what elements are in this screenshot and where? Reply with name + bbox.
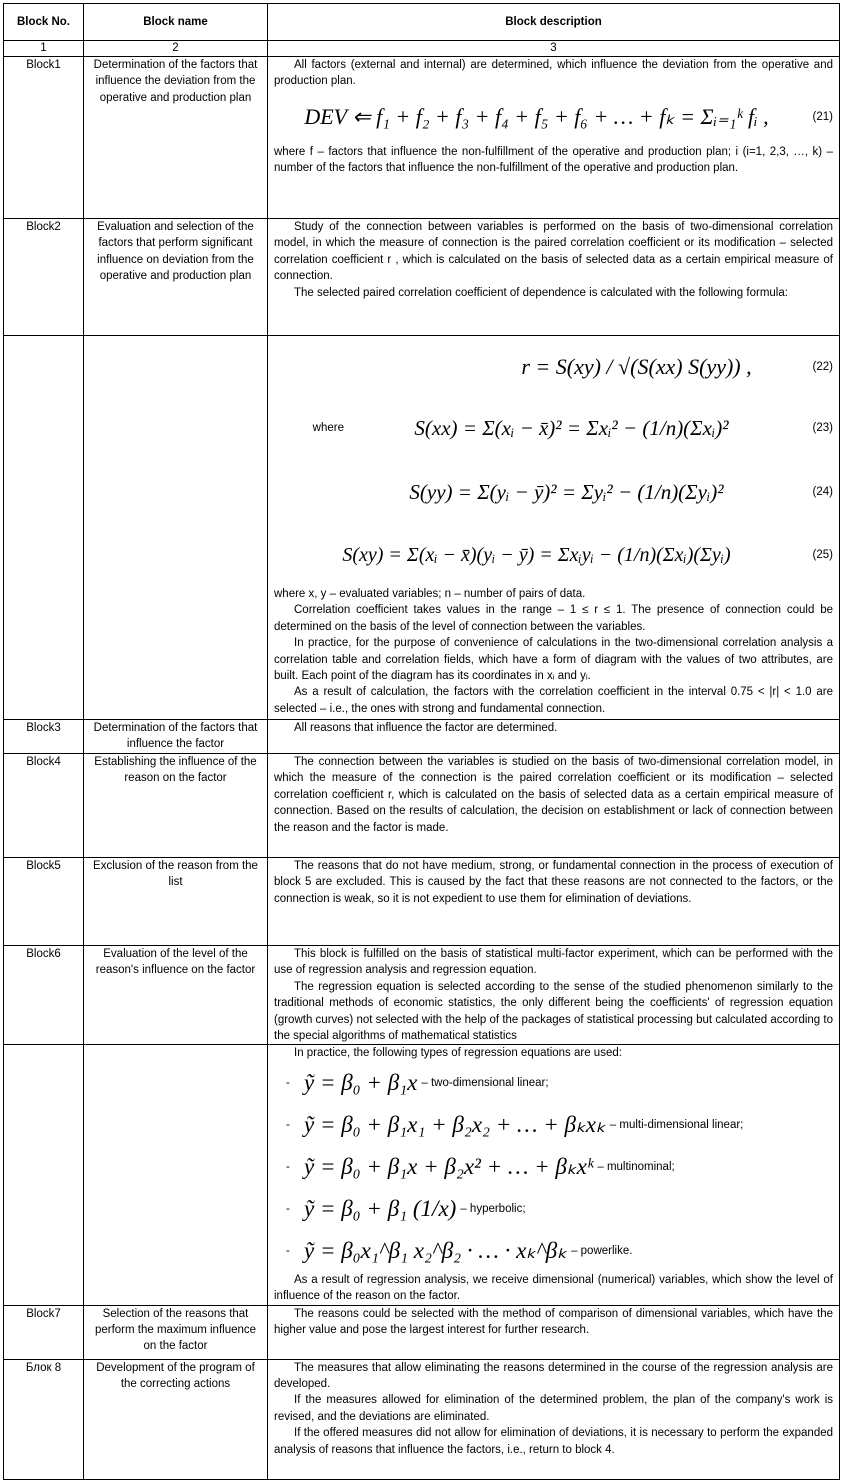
block-description	[268, 720, 840, 754]
block-name: Development of the program of the correcting actions	[84, 1359, 268, 1479]
block-description	[268, 336, 840, 720]
description-text: In practice, for the purpose of convenience of calculations in the two-dimensional correlation analysis a correlation table and correlation fields, which have a form of diagram with the values of two attributes, are built. Each point of the diagram has its coordinates in xᵢ and yᵢ.	[274, 637, 833, 683]
column-number: 1	[4, 41, 84, 57]
formula-21: DEV ⇐ f₁ + f₂ + f₃ + f₄ + f₅ + f₆ + … + fₖ = Σᵢ₌₁ᵏ fᵢ ,	[304, 103, 769, 129]
block-name: Determination of the factors that influence the factor	[84, 720, 268, 754]
regression-formula: ỹ = β₀ + β₁x + β₂x² + … + βₖxᵏ	[304, 1153, 594, 1179]
block-number: Block4	[4, 754, 84, 858]
description-text: In practice, the following types of regression equations are used:	[294, 1047, 622, 1060]
description-text: Study of the connection between variables is performed on the basis of two-dimensional correlation model, in which the measure of connection is the paired correlation coefficient or its modification – selected correlation coefficient r , which is calculated on the basis of selected data as a certain empirical measure of connection.	[274, 221, 833, 283]
regression-formula: ỹ = β₀ + β₁x	[304, 1069, 418, 1095]
formula-number: (22)	[812, 360, 833, 373]
formula-number: (23)	[812, 421, 833, 434]
table-row-block1	[4, 57, 840, 219]
list-dash: -	[286, 1160, 290, 1173]
description-text: If the measures allowed for elimination of the determined problem, the plan of the company's work is revised, and the deviations are eliminated.	[274, 1394, 833, 1423]
regression-equation-item	[274, 1188, 833, 1230]
block-number: Block6	[4, 946, 84, 1045]
list-dash: -	[286, 1118, 290, 1131]
regression-equation-item	[274, 1230, 833, 1272]
list-dash: -	[286, 1244, 290, 1257]
list-dash: -	[286, 1202, 290, 1215]
regression-type: – multinominal;	[597, 1160, 675, 1173]
empty-cell	[84, 336, 268, 720]
formula-number: (24)	[812, 485, 833, 498]
header-block-name: Block name	[84, 4, 268, 41]
block-name: Selection of the reasons that perform the maximum influence on the factor	[84, 1305, 268, 1359]
block-description	[268, 1359, 840, 1479]
description-text: where f – factors that influence the non-fulfillment of the operative and production plan; i (i=1, 2,3, …, k) – number of the factors that influence the non-fulfillment of the operative and production plan.	[274, 145, 833, 175]
description-text: All factors (external and internal) are determined, which influence the deviation from the operative and production plan.	[274, 59, 833, 88]
empty-cell	[4, 336, 84, 720]
description-text: Correlation coefficient takes values in the range – 1 ≤ r ≤ 1. The presence of connection could be determined on the basis of the level of connection between the variables.	[274, 604, 833, 633]
list-dash: -	[286, 1076, 290, 1089]
block-description	[268, 1045, 840, 1305]
column-number-row	[4, 41, 840, 57]
table-row-block8	[4, 1359, 840, 1479]
block-number: Block5	[4, 858, 84, 946]
where-label: where	[312, 421, 344, 434]
description-text: The selected paired correlation coefficient of dependence is calculated with the following formula:	[294, 286, 788, 299]
description-text: The regression equation is selected according to the sense of the studied phenomenon similarly to the traditional methods of economic statistics, the only different being the coefficients' of regression equation (growth curves) not selected with the help of the packages of statistical processing but calculated according to the special algorithms of mathematical statistics	[274, 980, 833, 1043]
block-description	[268, 57, 840, 219]
blocks-table	[3, 3, 840, 1480]
regression-equation-item	[274, 1104, 833, 1146]
description-text: As a result of regression analysis, we receive dimensional (numerical) variables, which show the level of influence of the reason on the factor.	[274, 1273, 833, 1303]
description-text: The connection between the variables is studied on the basis of two-dimensional correlation model, in which the measure of the connection is the paired correlation coefficient or its modification – selected correlation coefficient r, which is calculated on the basis of selected data as a certain empirical measure of connection. Based on the results of calculation, the decision on establishment or lack of connection between the reason and the factor is made.	[274, 756, 833, 834]
regression-formula: ỹ = β₀x₁^β₁ x₂^β₂ · … · xₖ^βₖ	[304, 1237, 568, 1263]
table-row-block2-continued	[4, 336, 840, 720]
column-number: 3	[268, 41, 840, 57]
regression-type: – two-dimensional linear;	[421, 1076, 549, 1089]
block-description	[268, 219, 840, 336]
regression-formula: ỹ = β₀ + β₁ (1/x)	[304, 1195, 457, 1221]
empty-cell	[4, 1045, 84, 1305]
block-name: Exclusion of the reason from the list	[84, 858, 268, 946]
block-number: Block7	[4, 1305, 84, 1359]
block-name: Determination of the factors that influence the deviation from the operative and production plan	[84, 57, 268, 219]
regression-type: – multi-dimensional linear;	[609, 1118, 744, 1131]
block-number: Block3	[4, 720, 84, 754]
block-description	[268, 1305, 840, 1359]
table-row-block6	[4, 946, 840, 1045]
block-number: Block1	[4, 57, 84, 219]
regression-equation-item	[274, 1146, 833, 1188]
header-block-no: Block No.	[4, 4, 84, 41]
table-row-block6-continued	[4, 1045, 840, 1305]
regression-equation-item	[274, 1062, 833, 1104]
formula-23: S(xx) = Σ(xᵢ − x̄)² = Σxᵢ² − (1/n)(Σxᵢ)²	[414, 416, 729, 440]
regression-type: – hyperbolic;	[460, 1202, 526, 1215]
empty-cell	[84, 1045, 268, 1305]
regression-type: – powerlike.	[571, 1244, 633, 1257]
description-text: The measures that allow eliminating the reasons determined in the course of the regression analysis are developed.	[274, 1361, 833, 1391]
table-row-block4	[4, 754, 840, 858]
block-description	[268, 858, 840, 946]
column-number: 2	[84, 41, 268, 57]
description-text: All reasons that influence the factor are determined.	[294, 722, 558, 734]
formula-25: S(xy) = Σ(xᵢ − x̄)(yᵢ − ȳ) = Σxᵢyᵢ − (1/n)(Σxᵢ)(Σyᵢ)	[342, 544, 731, 566]
description-text: As a result of calculation, the factors with the correlation coefficient in the interval 0.75 < |r| < 1.0 are selected – i.e., the ones with strong and fundamental connection.	[274, 686, 833, 715]
block-number: Блок 8	[4, 1359, 84, 1479]
block-name: Evaluation and selection of the factors that perform significant influence on deviation from the operative and production plan	[84, 219, 268, 336]
block-name: Establishing the influence of the reason on the factor	[84, 754, 268, 858]
description-text: If the offered measures did not allow for elimination of deviations, it is necessary to perform the expanded analysis of reasons that influence the factors, i.e., return to block 4.	[274, 1427, 833, 1456]
formula-22: r = S(xy) / √(S(xx) S(yy)) ,	[521, 354, 752, 379]
formula-number: (25)	[812, 548, 833, 561]
block-description	[268, 946, 840, 1045]
description-text: This block is fulfilled on the basis of statistical multi-factor experiment, which can be performed with the use of regression analysis and regression equation.	[274, 948, 833, 977]
block-name: Evaluation of the level of the reason's influence on the factor	[84, 946, 268, 1045]
table-row-block5	[4, 858, 840, 946]
block-description	[268, 754, 840, 858]
description-text: The reasons that do not have medium, strong, or fundamental connection in the process of execution of block 5 are excluded. This is caused by the fact that these reasons are not connected to the factors, or the connection is weak, so it is not expedient to use them for elimination of deviations.	[274, 860, 833, 905]
table-row-block7	[4, 1305, 840, 1359]
header-block-description: Block description	[268, 4, 840, 41]
table-row-block3	[4, 720, 840, 754]
header-row	[4, 4, 840, 41]
block-number: Block2	[4, 219, 84, 336]
table-row-block2	[4, 219, 840, 336]
description-text: The reasons could be selected with the method of comparison of dimensional variables, which have the higher value and pose the largest interest for further research.	[274, 1307, 833, 1337]
formula-24: S(yy) = Σ(yᵢ − ȳ)² = Σyᵢ² − (1/n)(Σyᵢ)²	[409, 480, 724, 504]
formula-number: (21)	[812, 110, 833, 123]
description-text: where x, y – evaluated variables; n – number of pairs of data.	[274, 588, 586, 600]
regression-formula: ỹ = β₀ + β₁x₁ + β₂x₂ + … + βₖxₖ	[304, 1111, 606, 1137]
